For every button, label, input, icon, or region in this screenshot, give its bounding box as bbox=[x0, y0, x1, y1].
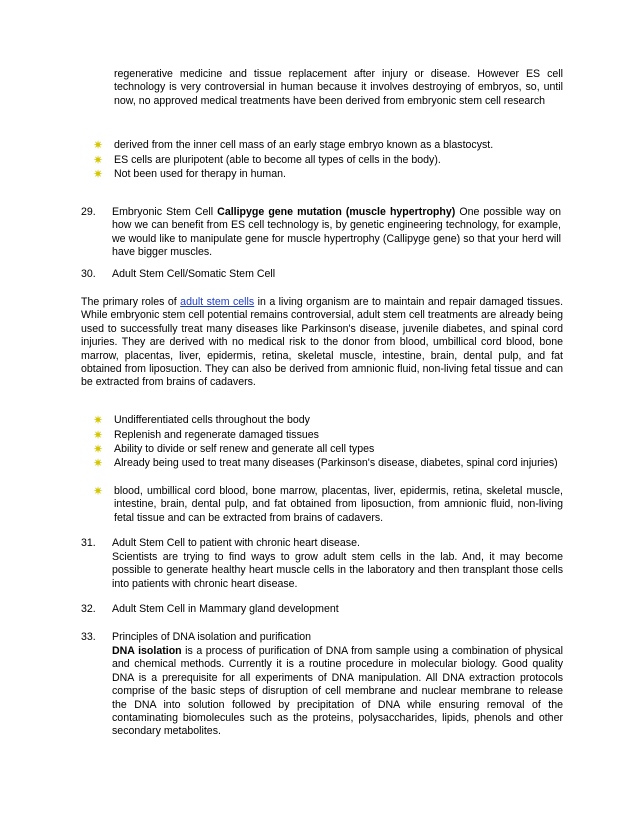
star-bullet-icon: ✷ bbox=[93, 153, 104, 167]
list-item: ✷ Replenish and regenerate damaged tissues bbox=[93, 428, 319, 442]
item-30-title: Adult Stem Cell/Somatic Stem Cell bbox=[112, 268, 276, 280]
item-number: 29. bbox=[81, 206, 96, 218]
star-bullet-icon: ✷ bbox=[93, 442, 104, 456]
item-33-title: Principles of DNA isolation and purification bbox=[112, 631, 312, 643]
item-29-text: Embryonic Stem Cell Callipyge gene mutation (muscle hypertrophy) One possible way on how we can benefit from ES cell technology is, by genetic engineering technology, for example, we would like to manipulate gene for muscle hypertrophy (Callipyge gene) so that your herd will have bigger muscles. bbox=[112, 206, 561, 259]
item-33-body: DNA isolation is a process of purification of DNA from sample using a combination of physical and chemical methods. Currently it is a routine procedure in molecular biology. Good quality DNA is a prerequisite for all experiments of DNA manipulation. All DNA extraction protocols comprise of the basic steps of disruption of cell membrane and nuclear membrane to release the DNA into solution followed by precipitation of DNA while ensuring removal of the contaminating biomolecules such as the proteins, polysaccharides, lipids, phenols and other secondary metabolites. bbox=[112, 645, 564, 738]
item-32-title: Adult Stem Cell in Mammary gland development bbox=[112, 603, 339, 615]
item-31-body: Scientists are trying to find ways to grow adult stem cells in the lab. And, it may become possible to generate healthy heart muscle cells in the laboratory and then transplant those cells into patients with chronic heart disease. bbox=[112, 551, 563, 590]
star-bullet-icon: ✷ bbox=[93, 428, 104, 442]
star-bullet-icon: ✷ bbox=[93, 138, 104, 152]
list-item: ✷ blood, umbillical cord blood, bone marrow, placentas, liver, epidermis, retina, skeletal muscle, intestine, brain, dental pulp, and fat obtained from liposuction, from amnionic fluid, non-living fetal tissue and can be extracted from brains of cadavers. bbox=[93, 484, 563, 524]
list-item: ✷ Already being used to treat many diseases (Parkinson's disease, diabetes, spinal cord injuries) bbox=[93, 456, 558, 470]
bold-term: DNA isolation bbox=[112, 645, 182, 657]
list-item: ✷ derived from the inner cell mass of an early stage embryo known as a blastocyst. bbox=[93, 138, 494, 152]
star-bullet-icon: ✷ bbox=[93, 456, 104, 470]
primary-roles-paragraph: The primary roles of adult stem cells in a living organism are to maintain and repair damaged tissues. While embryonic stem cell potential remains controversial, adult stem cell treatments are already being used to successfully treat many diseases like Parkinson's disease, juvenile diabetes, and spinal cord injuries. They are derived with no medical risk to the donor from blood, umbillical cord blood, bone marrow, placentas, liver, epidermis, retina, skeletal muscle, intestine, brain, dental pulp, and fat obtained from liposuction. They can also be derived from amnionic fluid, non-living fetal tissue and can be extracted from brains of cadavers. bbox=[81, 296, 564, 389]
star-bullet-icon: ✷ bbox=[93, 413, 104, 427]
item-31-title: Adult Stem Cell to patient with chronic heart disease. bbox=[112, 537, 360, 549]
star-bullet-icon: ✷ bbox=[93, 484, 104, 498]
item-number: 33. bbox=[81, 631, 96, 643]
item-number: 32. bbox=[81, 603, 96, 615]
bold-term: Callipyge gene mutation (muscle hypertrophy) bbox=[217, 206, 456, 218]
list-item: ✷ Not been used for therapy in human. bbox=[93, 167, 286, 181]
list-item: ✷ ES cells are pluripotent (able to become all types of cells in the body). bbox=[93, 153, 441, 167]
intro-paragraph: regenerative medicine and tissue replacement after injury or disease. However ES cell technology is very controversial in human because it involves destroying of embryos, so, until now, no approved medical treatments have been derived from embryonic stem cell research bbox=[114, 68, 563, 107]
list-item: ✷ Undifferentiated cells throughout the body bbox=[93, 413, 310, 427]
list-item: ✷ Ability to divide or self renew and generate all cell types bbox=[93, 442, 375, 456]
adult-stem-cells-link[interactable]: adult stem cells bbox=[180, 296, 255, 308]
item-number: 30. bbox=[81, 268, 96, 280]
star-bullet-icon: ✷ bbox=[93, 167, 104, 181]
item-number: 31. bbox=[81, 537, 96, 549]
